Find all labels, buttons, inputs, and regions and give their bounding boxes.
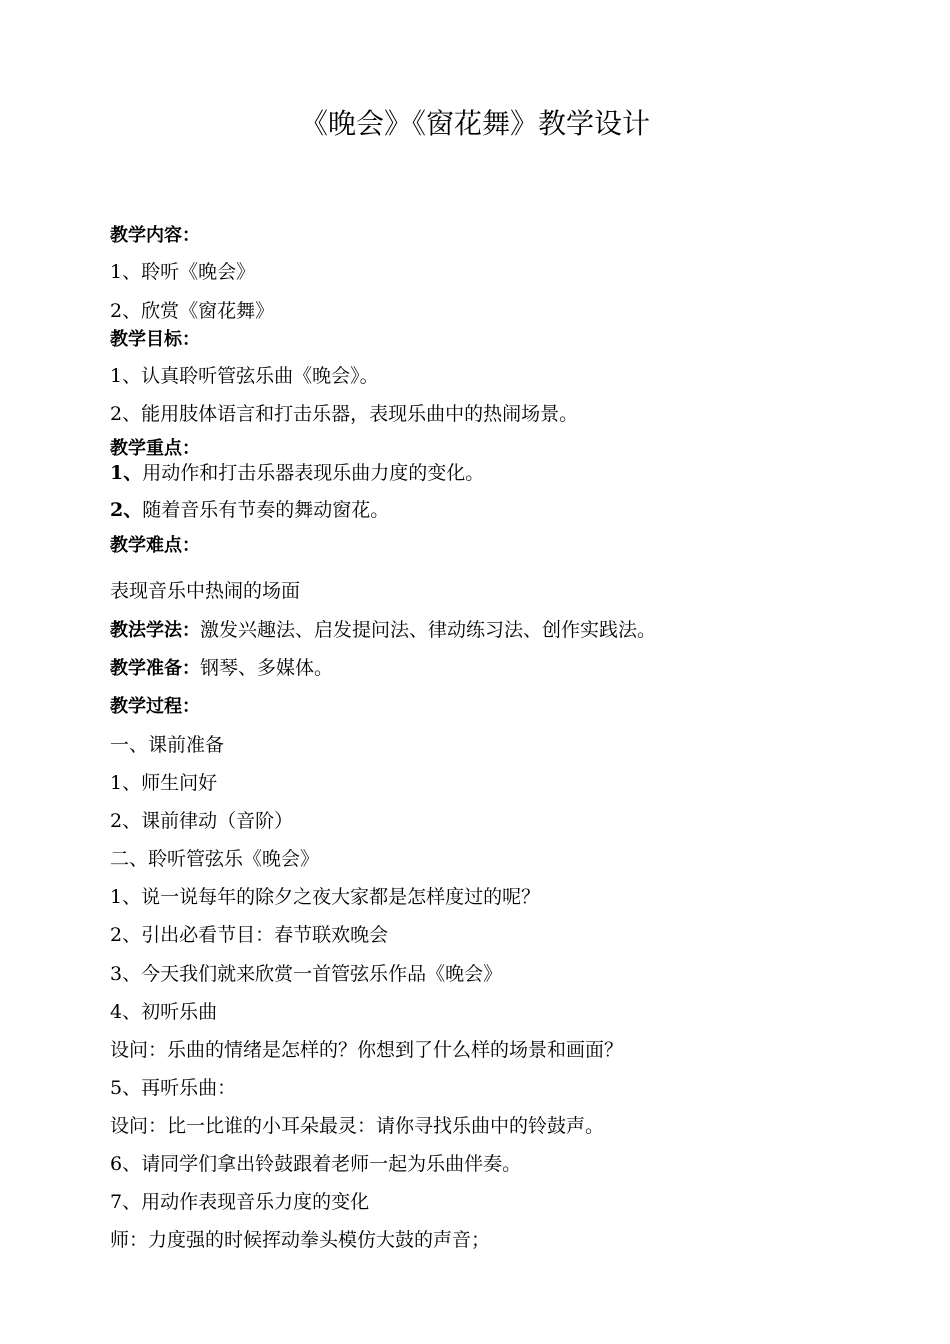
process-line: 4、初听乐曲 bbox=[110, 1001, 218, 1023]
preparation-label: 教学准备： bbox=[110, 658, 200, 679]
process-line: 3、今天我们就来欣赏一首管弦乐作品《晚会》 bbox=[110, 963, 503, 985]
methods-line bbox=[110, 617, 656, 644]
process-line: 二、聆听管弦乐《晚会》 bbox=[110, 848, 320, 870]
section-heading-content: 教学内容： bbox=[110, 225, 200, 246]
goal-item: 2、能用肢体语言和打击乐器，表现乐曲中的热闹场景。 bbox=[110, 403, 579, 425]
content-item: 2、欣赏《窗花舞》 bbox=[110, 300, 275, 322]
preparation-text: 钢琴、多媒体。 bbox=[200, 657, 334, 679]
key-point-text: 随着音乐有节奏的舞动窗花。 bbox=[142, 499, 390, 521]
process-line: 师：力度强的时候挥动拳头模仿大鼓的声音； bbox=[110, 1229, 491, 1251]
section-heading-goals: 教学目标： bbox=[110, 329, 200, 350]
document-title: 《晚会》《窗花舞》教学设计 bbox=[299, 107, 650, 140]
process-line: 1、说一说每年的除夕之夜大家都是怎样度过的呢？ bbox=[110, 886, 541, 908]
key-point-number: 1、 bbox=[110, 462, 143, 484]
key-point-text: 用动作和打击乐器表现乐曲力度的变化。 bbox=[142, 462, 485, 484]
key-point-item bbox=[110, 497, 389, 523]
preparation-line bbox=[110, 655, 333, 682]
process-line: 设问：比一比谁的小耳朵最灵：请你寻找乐曲中的铃鼓声。 bbox=[110, 1115, 605, 1137]
content-item: 1、聆听《晚会》 bbox=[110, 261, 256, 283]
process-line: 1、师生问好 bbox=[110, 772, 218, 794]
process-line: 一、课前准备 bbox=[110, 734, 225, 756]
process-line: 6、请同学们拿出铃鼓跟着老师一起为乐曲伴奏。 bbox=[110, 1153, 522, 1175]
goal-item: 1、认真聆听管弦乐曲《晚会》。 bbox=[110, 365, 379, 387]
process-line: 2、课前律动（音阶） bbox=[110, 810, 294, 832]
difficulty-item: 表现音乐中热闹的场面 bbox=[110, 580, 301, 602]
methods-text: 激发兴趣法、启发提问法、律动练习法、创作实践法。 bbox=[200, 619, 657, 641]
section-heading-process: 教学过程： bbox=[110, 696, 200, 717]
key-point-item bbox=[110, 460, 484, 486]
section-heading-key-points: 教学重点： bbox=[110, 438, 200, 459]
methods-label: 教法学法： bbox=[110, 620, 200, 641]
process-line: 5、再听乐曲： bbox=[110, 1077, 237, 1099]
process-line: 设问：乐曲的情绪是怎样的？你想到了什么样的场景和画面？ bbox=[110, 1039, 624, 1061]
process-line: 7、用动作表现音乐力度的变化 bbox=[110, 1191, 370, 1213]
process-line: 2、引出必看节目：春节联欢晚会 bbox=[110, 924, 389, 946]
section-heading-difficulties: 教学难点： bbox=[110, 535, 200, 556]
key-point-number: 2、 bbox=[110, 499, 143, 521]
